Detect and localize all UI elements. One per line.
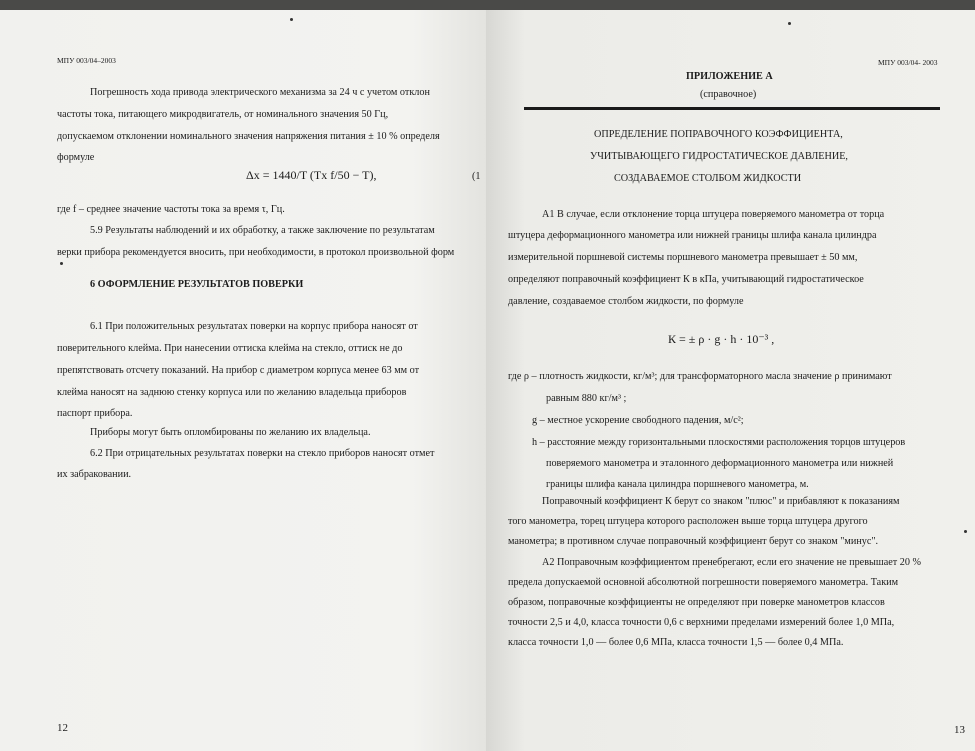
definition-line: g – местное ускорение свободного падения, м/с²; [532,415,744,426]
scan-speck [290,18,293,21]
paragraph-line: поверительного клейма. При нанесении оттиска клейма на стекло, оттиск не до [57,343,403,354]
formula-number: (1 [472,171,481,182]
paragraph-line: допускаемом отклонении номинального значения напряжения питания ± 10 % определя [57,131,440,142]
paragraph-line: точности 2,5 и 4,0, класса точности 0,6 с верхними пределами измерений более 1,0 МПа, [508,617,895,628]
scan-speck [60,262,63,265]
running-header: МПУ 003/04- 2003 [878,58,938,67]
paragraph-line: 6.2 При отрицательных результатах поверки на стекло приборов наносят отмет [90,448,435,459]
paragraph-line: клейма наносят на заднюю стенку корпуса или по желанию владельца приборов [57,387,407,398]
definition-line: границы шлифа канала цилиндра поршневого манометра, м. [546,479,809,490]
section-heading: 6 ОФОРМЛЕНИЕ РЕЗУЛЬТАТОВ ПОВЕРКИ [90,279,304,290]
scan-speck [964,530,967,533]
formula: К = ± ρ · g · h · 10⁻³ , [668,332,775,346]
paragraph-line: 6.1 При положительных результатах поверки на корпус прибора наносят от [90,321,418,332]
heading-rule [524,107,940,110]
left-page [0,10,486,751]
paragraph-line: Погрешность хода привода электрического механизма за 24 ч с учетом отклон [90,87,430,98]
definition-line: равным 880 кг/м³ ; [546,393,627,404]
paragraph-line: препятствовать отсчету показаний. На прибор с диаметром корпуса менее 63 мм от [57,365,420,376]
scan-top-edge [0,0,975,10]
definition-line: где f – среднее значение частоты тока за время τ, Гц. [57,204,285,215]
paragraph-line: измерительной поршневой системы поршневого манометра превышает ± 50 мм, [508,252,858,263]
paragraph-line: давление, создаваемое столбом жидкости, по формуле [508,296,744,307]
appendix-title: ПРИЛОЖЕНИЕ А [686,71,773,82]
paragraph-line: класса точности 1,0 — более 0,6 МПа, класса точности 1,5 — более 0,4 МПа. [508,637,844,648]
paragraph-line: частоты тока, питающего микродвигатель, от номинального значения 50 Гц, [57,109,389,120]
appendix-heading-line: ОПРЕДЕЛЕНИЕ ПОПРАВОЧНОГО КОЭФФИЦИЕНТА, [594,129,843,140]
appendix-heading-line: УЧИТЫВАЮЩЕГО ГИДРОСТАТИЧЕСКОЕ ДАВЛЕНИЕ, [590,151,848,162]
scan-speck [788,22,791,25]
paragraph-line: Поправочный коэффициент К берут со знаком "плюс" и прибавляют к показаниям [542,496,900,507]
paragraph-line: того манометра, торец штуцера которого расположен выше торца штуцера другого [508,516,868,527]
definition-line: h – расстояние между горизонтальными плоскостями расположения торцов штуцеров [532,437,906,448]
paragraph-line: А2 Поправочным коэффициентом пренебрегают, если его значение не превышает 20 % [542,557,921,568]
paragraph-line: верки прибора рекомендуется вносить, при необходимости, в протокол произвольной форм [57,247,455,258]
paragraph-line: образом, поправочные коэффициенты не определяют при поверке манометров классов [508,597,885,608]
paragraph-line: А1 В случае, если отклонение торца штуцера поверяемого манометра от торца [542,209,885,220]
paragraph-line: предела допускаемой основной абсолютной погрешности поверяемого манометра. Таким [508,577,899,588]
appendix-heading-line: СОЗДАВАЕМОЕ СТОЛБОМ ЖИДКОСТИ [614,173,802,184]
page-number: 13 [954,724,965,736]
running-header: МПУ 003/04–2003 [57,56,116,65]
paragraph-line: определяют поправочный коэффициент К в кПа, учитывающий гидростатическое [508,274,864,285]
page-number: 12 [57,722,68,734]
formula: Δх = 1440/T (Tx f/50 − T), [246,168,377,182]
paragraph-line: 5.9 Результаты наблюдений и их обработку, а также заключение по результатам [90,225,435,236]
paragraph-line: штуцера деформационного манометра или нижней границы шлифа канала цилиндра [508,230,877,241]
paragraph-line: паспорт прибора. [57,408,133,419]
paragraph-line: формуле [57,152,95,163]
definition-line: поверяемого манометра и эталонного деформационного манометра или нижней [546,458,894,469]
appendix-subtitle: (справочное) [700,89,757,100]
right-page [486,10,975,751]
paragraph-line: Приборы могут быть опломбированы по желанию их владельца. [90,427,371,438]
definition-line: где ρ – плотность жидкости, кг/м³; для трансформаторного масла значение ρ принимают [508,371,892,382]
paragraph-line: манометра; в противном случае поправочный коэффициент берут со знаком "минус". [508,536,879,547]
paragraph-line: их забраковании. [57,469,132,480]
